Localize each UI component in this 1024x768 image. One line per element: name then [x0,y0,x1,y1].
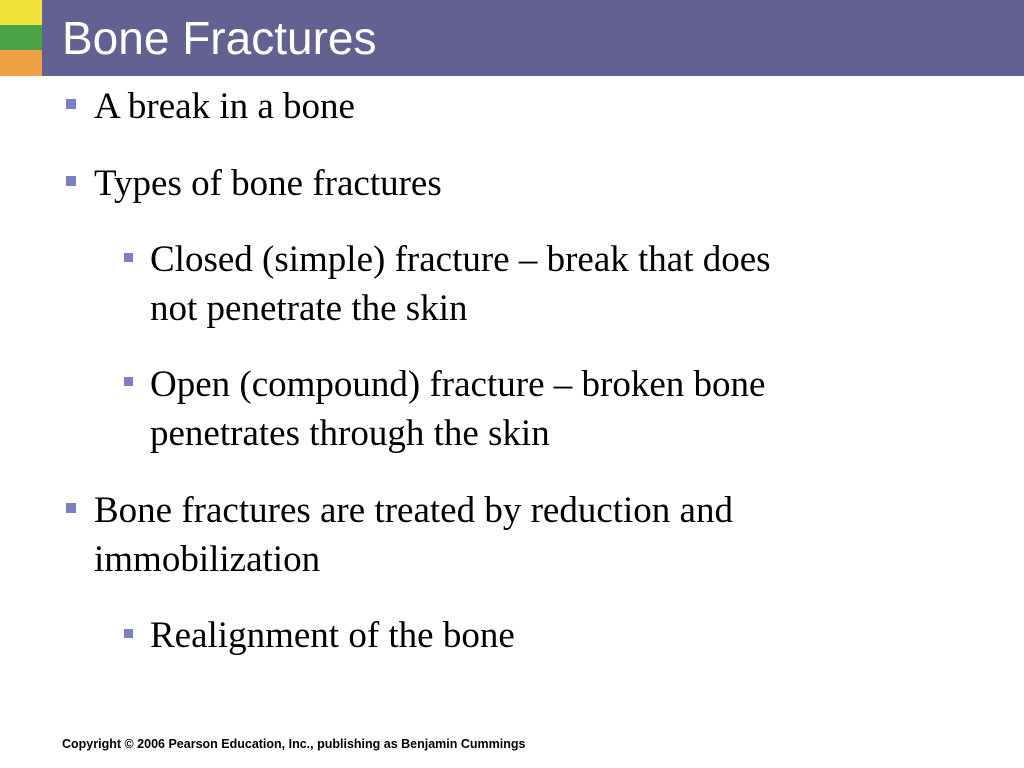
bullet-square-icon [66,176,76,186]
bullet-text: A break in a bone [94,86,355,127]
bullet-text: Bone fractures are treated by reduction and [94,490,733,531]
bullet-square-icon [66,503,76,513]
sub-bullet-text-continued: penetrates through the skin [150,413,550,454]
sub-bullet-text: Closed (simple) fracture – break that does [150,239,771,280]
bullet-square-icon [66,99,76,109]
slide-title: Bone Fractures [62,12,377,64]
sub-bullet-square-icon [124,629,133,638]
sub-bullet-square-icon [124,253,133,262]
sub-bullet-text: Realignment of the bone [150,615,515,656]
bullet-text-continued: immobilization [94,539,321,580]
corner-block-orange [0,50,42,76]
sub-bullet-text: Open (compound) fracture – broken bone [150,364,766,405]
sub-bullet-text-continued: not penetrate the skin [150,288,468,329]
copyright-footer: Copyright © 2006 Pearson Education, Inc., publishing as Benjamin Cummings [62,737,526,751]
sub-bullet-square-icon [124,377,133,386]
corner-block-yellow [0,0,42,25]
corner-block-green [0,25,42,50]
bullet-text: Types of bone fractures [94,163,442,204]
